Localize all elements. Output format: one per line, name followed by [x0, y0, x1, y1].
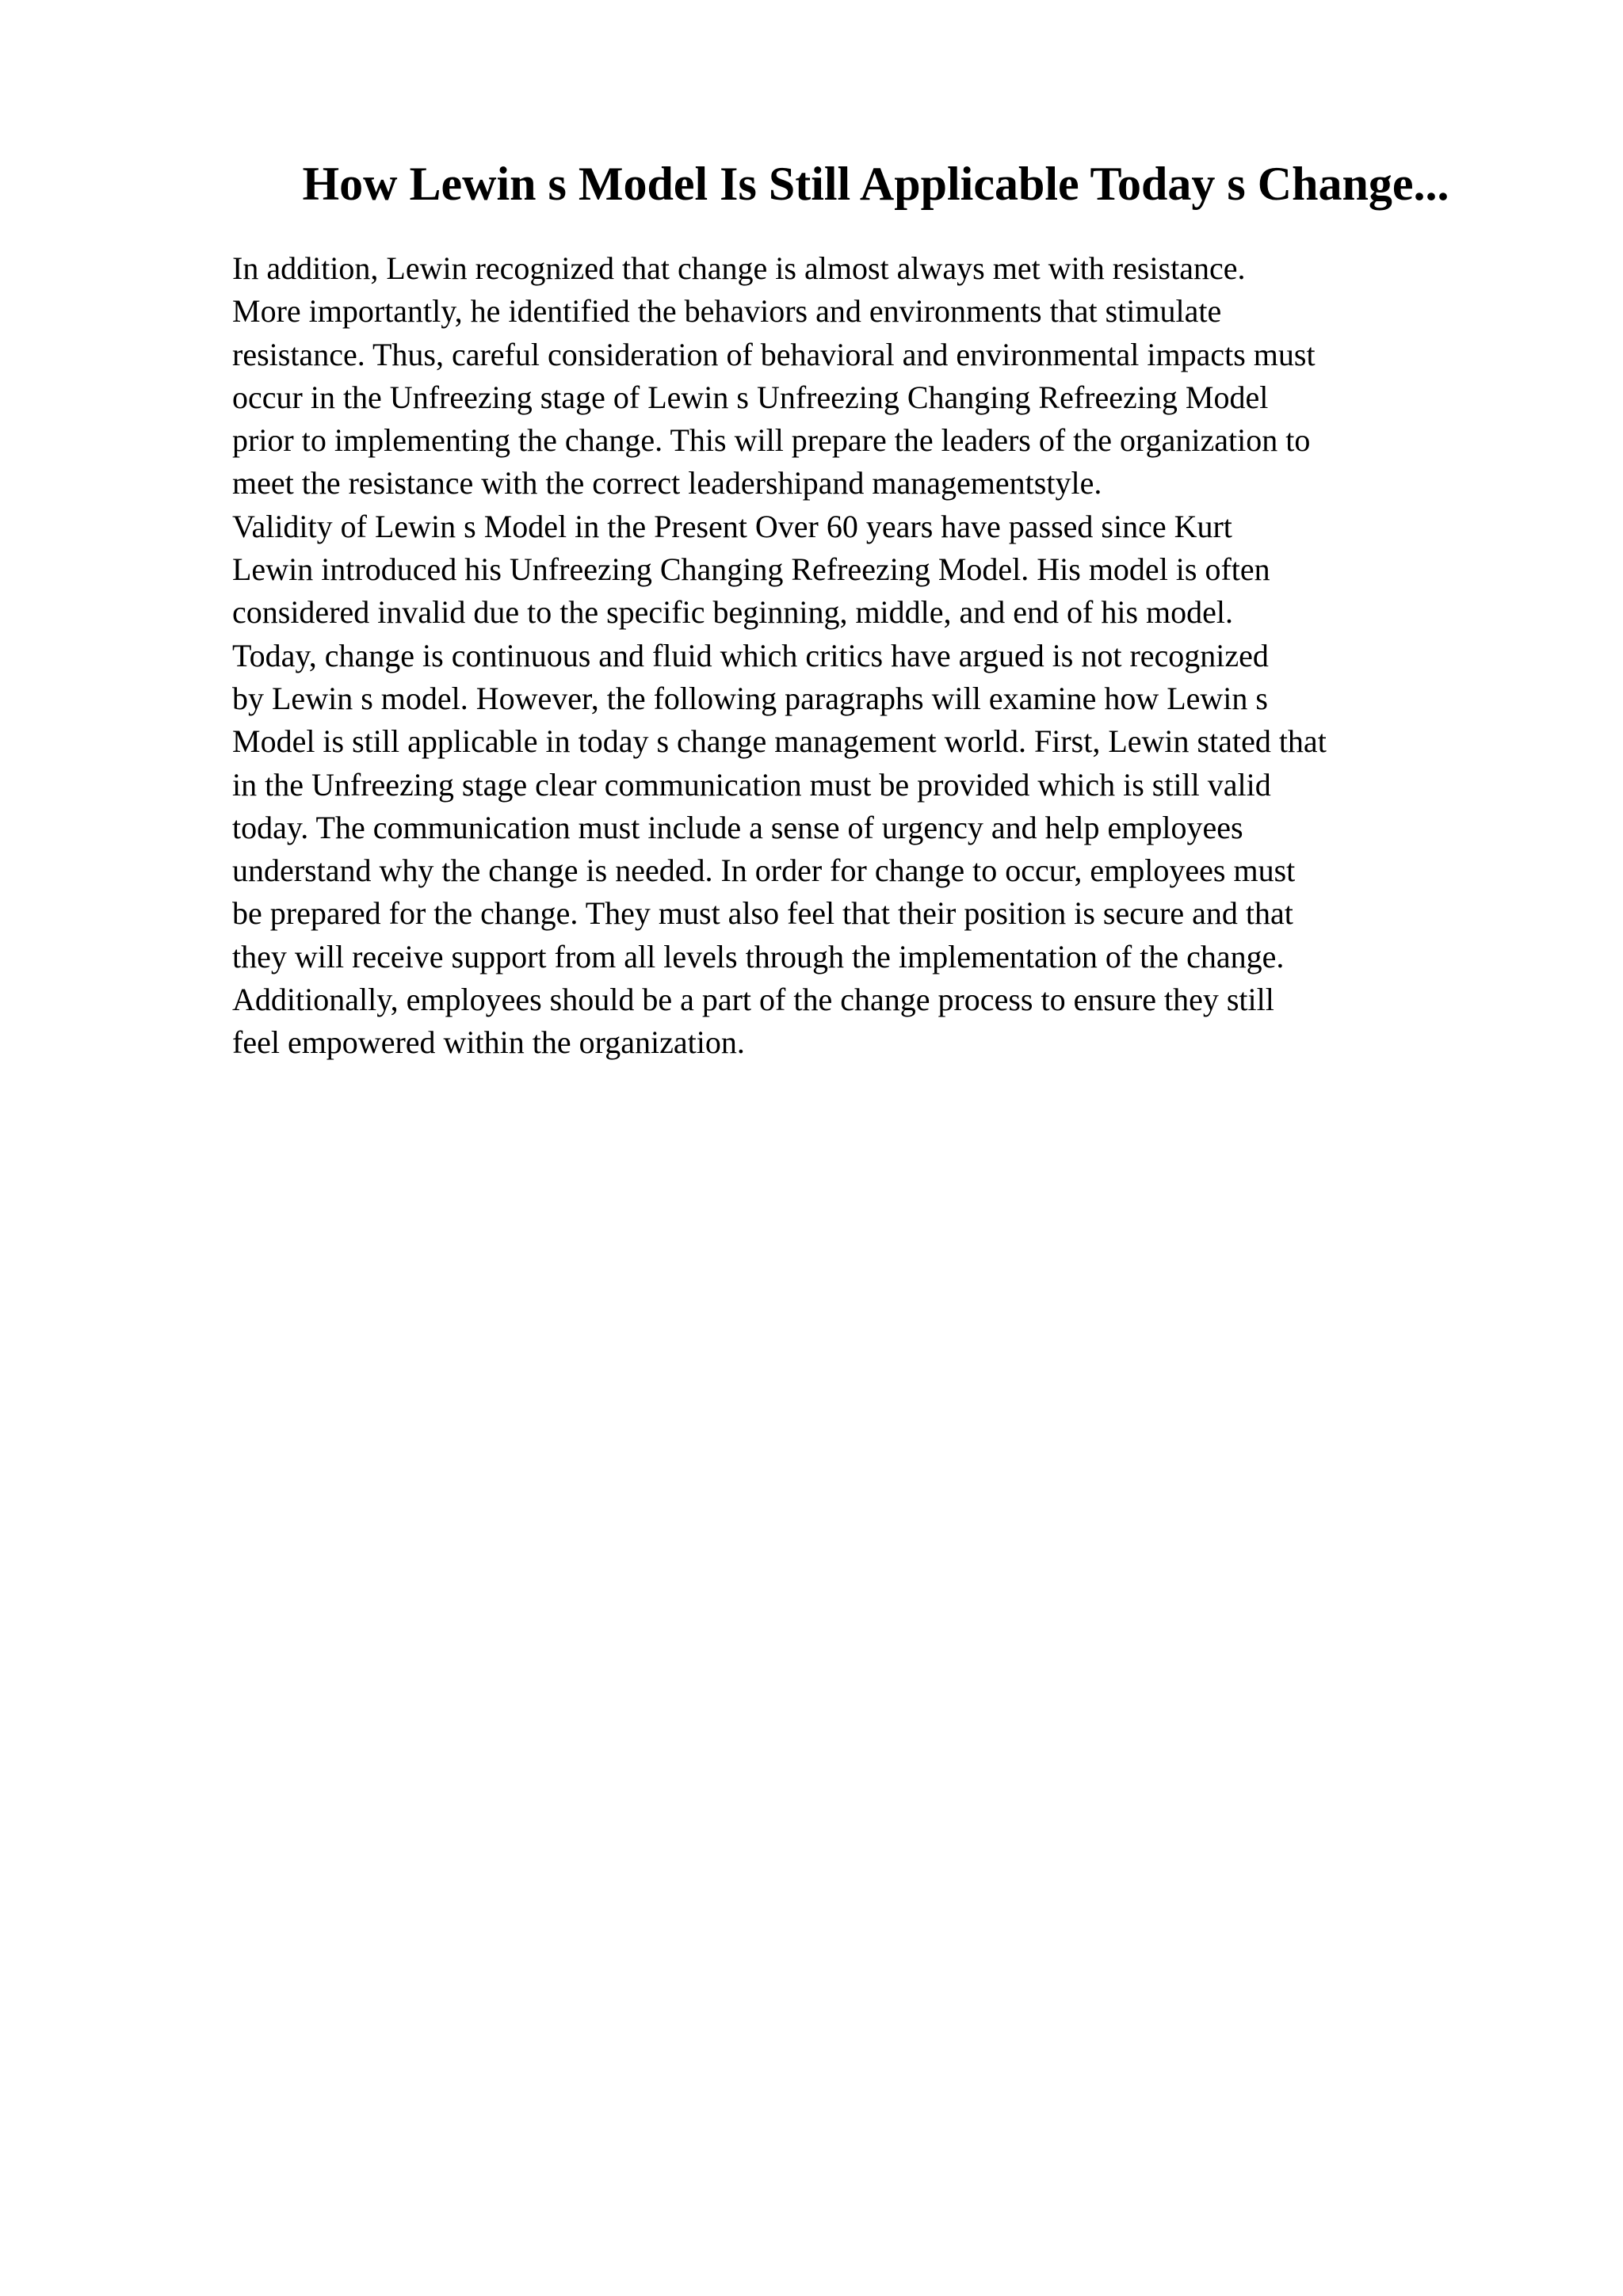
body-line: More importantly, he identified the behaviors and environments that stimulate [232, 293, 1222, 330]
body-line: resistance. Thus, careful consideration of behavioral and environmental impacts must [232, 336, 1316, 372]
body-line: considered invalid due to the specific beginning, middle, and end of his model. [232, 594, 1234, 631]
body-line: by Lewin s model. However, the following paragraphs will examine how Lewin s [232, 680, 1268, 716]
body-line: prior to implementing the change. This will prepare the leaders of the organization to [232, 422, 1311, 459]
body-line: In addition, Lewin recognized that change is almost always met with resistance. [232, 250, 1246, 286]
body-line: feel empowered within the organization. [232, 1024, 745, 1061]
document-title: How Lewin s Model Is Still Applicable Today s Change... [302, 158, 1449, 210]
body-line: be prepared for the change. They must also feel that their position is secure and that [232, 895, 1293, 932]
body-line: today. The communication must include a sense of urgency and help employees [232, 809, 1243, 845]
body-line: occur in the Unfreezing stage of Lewin s Unfreezing Changing Refreezing Model [232, 379, 1269, 415]
body-line: meet the resistance with the correct leadershipand managementstyle. [232, 465, 1102, 502]
body-line: Lewin introduced his Unfreezing Changing Refreezing Model. His model is often [232, 551, 1270, 588]
document-body [232, 247, 1532, 1065]
body-line: understand why the change is needed. In order for change to occur, employees must [232, 852, 1296, 889]
body-line: Validity of Lewin s Model in the Present Over 60 years have passed since Kurt [232, 508, 1232, 544]
body-line: Model is still applicable in today s change management world. First, Lewin stated that [232, 723, 1327, 760]
body-line: Additionally, employees should be a part of the change process to ensure they still [232, 982, 1274, 1018]
body-line: in the Unfreezing stage clear communication must be provided which is still valid [232, 766, 1271, 803]
body-line: they will receive support from all levels through the implementation of the change. [232, 938, 1285, 974]
body-line: Today, change is continuous and fluid which critics have argued is not recognized [232, 637, 1269, 673]
